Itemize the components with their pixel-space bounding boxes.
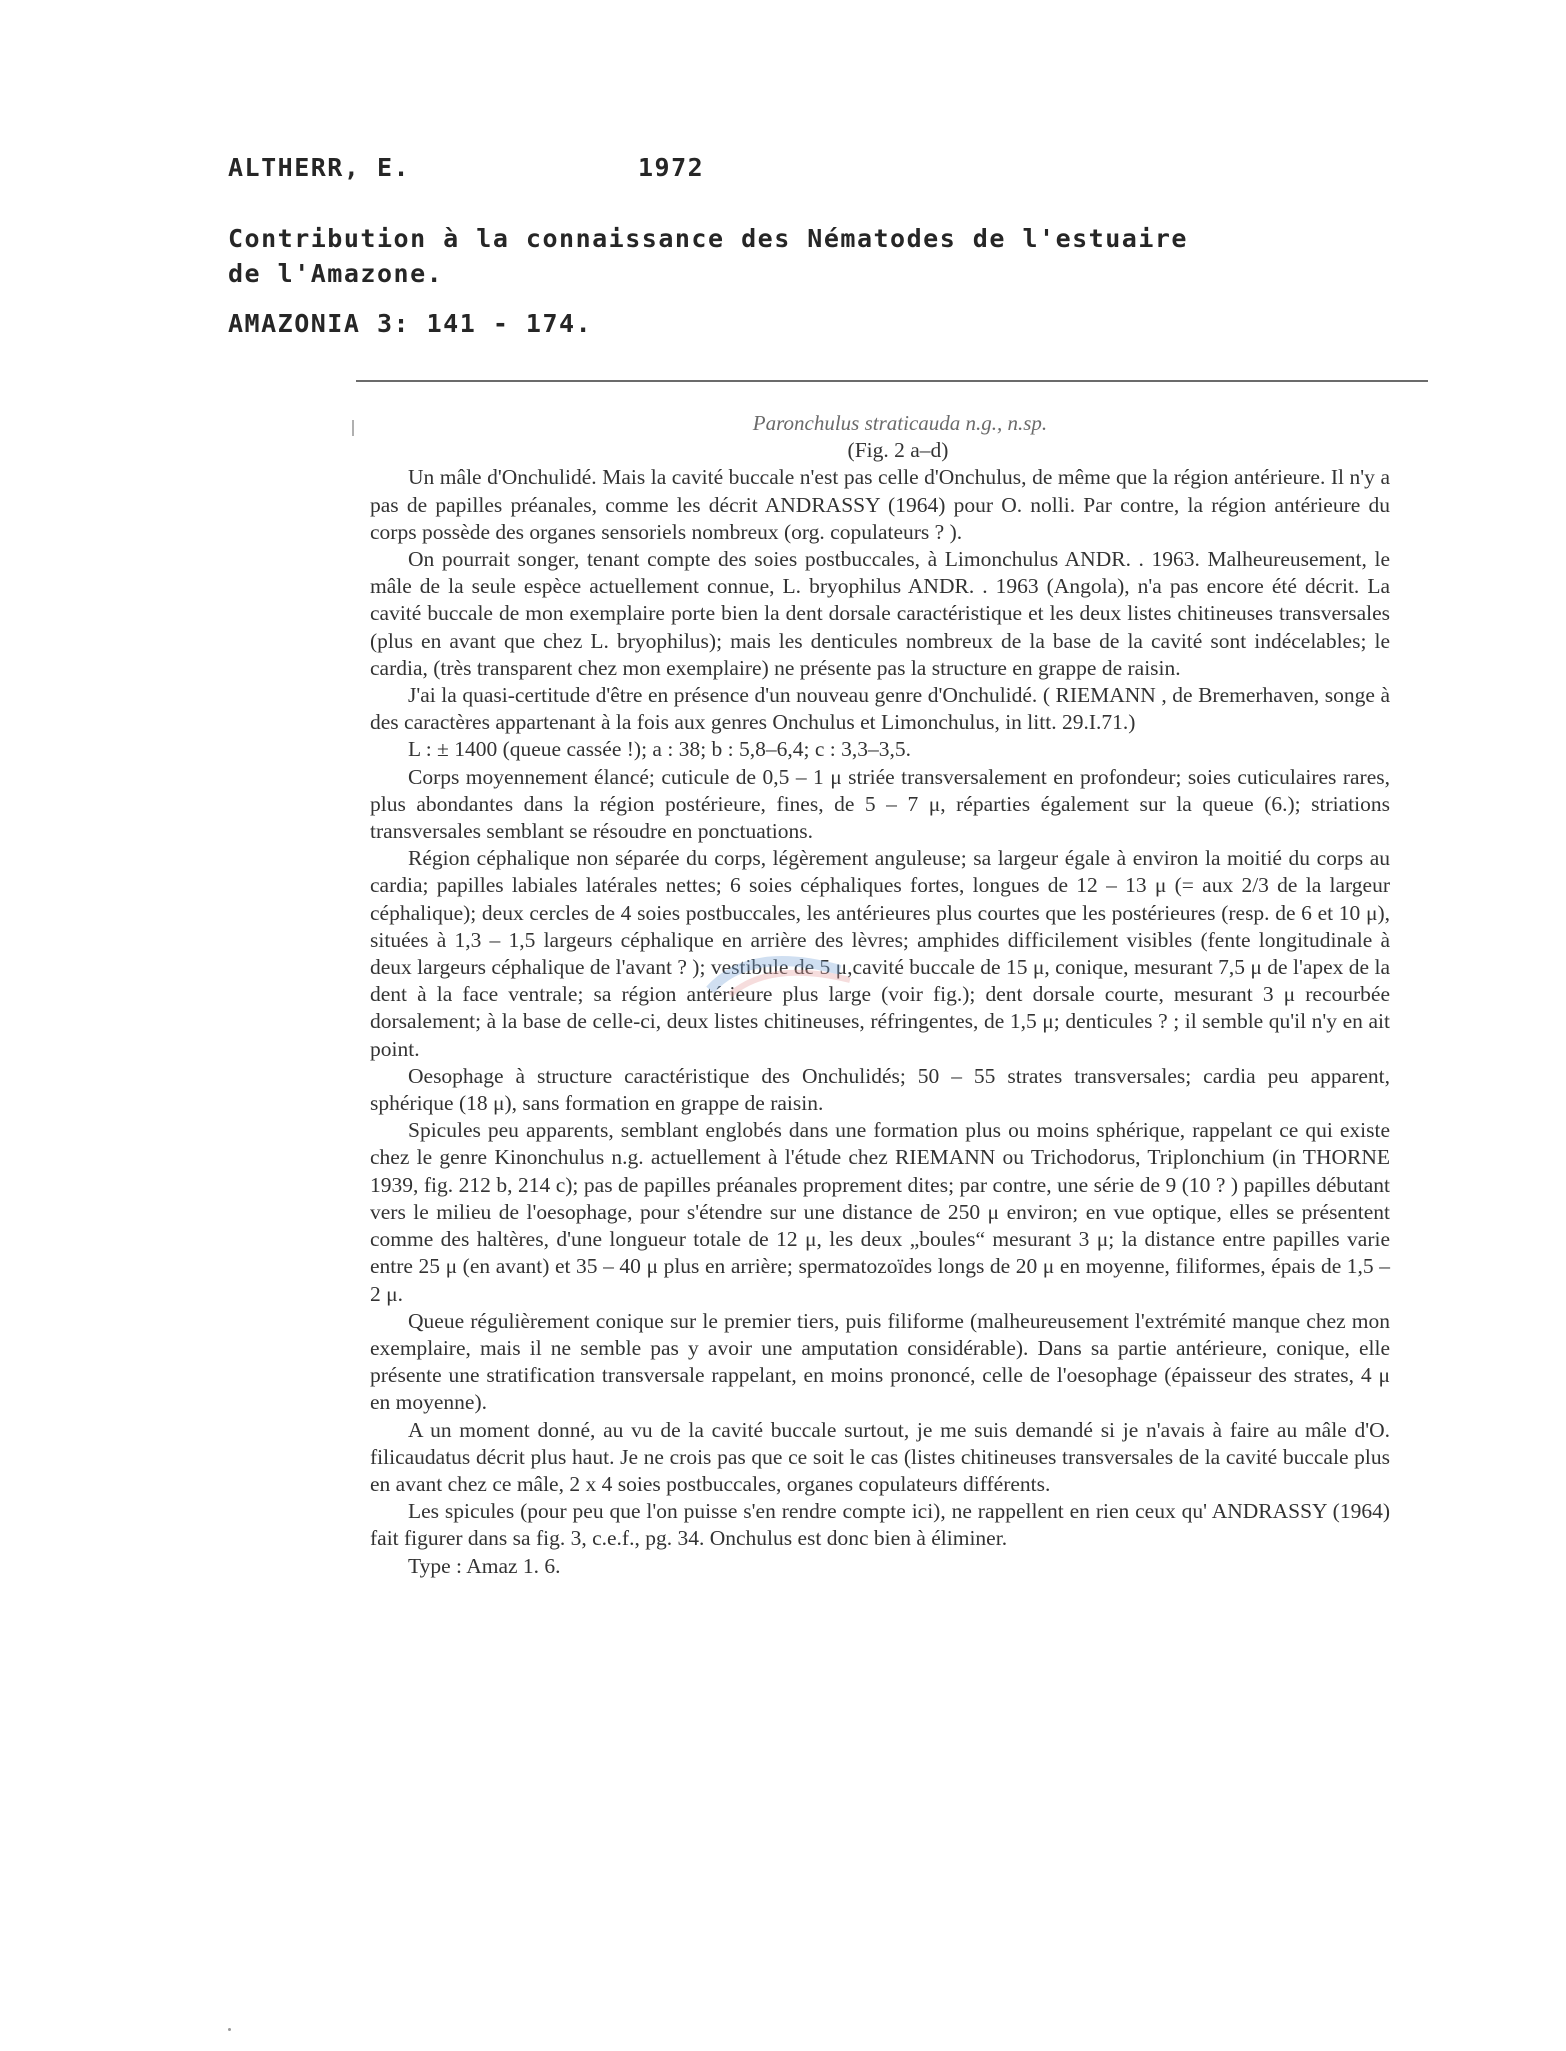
publication-year: 1972 [638,153,705,182]
title-line-2: de l'Amazone. [228,259,444,288]
paragraph: On pourrait songer, tenant compte des soies postbuccales, à Limonchulus ANDR. . 1963. Malheureusement, le mâle de la seule espèce actuellement connue, L. bryophilus ANDR. . 1963 (Angola), n'a pas encore été décrit. La cavité buccale de mon exemplaire porte bien la dent dorsale caractéristique et les deux listes chitineuses transversales (plus en avant que chez L. bryophilus); mais les denticules nombreux de la base de la cavité sont indécelables; le cardia, (très transparent chez mon exemplaire) ne présente pas la structure en grappe de raisin. [370,547,1390,680]
margin-mark [352,420,354,436]
measurements-paragraph: L : ± 1400 (queue cassée !); a : 38; b : 5,8–6,4; c : 3,3–3,5. [408,737,912,762]
horizontal-rule [356,380,1428,382]
journal-citation: AMAZONIA 3: 141 - 174. [228,309,593,338]
author: ALTHERR, E. [228,153,411,182]
paragraph: Région céphalique non séparée du corps, légèrement anguleuse; sa largeur égale à environ la moitié du corps au cardia; papilles labiales latérales nettes; 6 soies céphaliques fortes, longues de 12 – 13 μ (= aux 2/3 de la largeur céphalique); deux cercles de 4 soies postbuccales, les antérieures plus courtes que les postérieures (resp. de 6 et 10 μ), situées à 1,3 – 1,5 largeurs céphalique en arrière des lèvres; amphides difficilement visibles (fente longitudinale à deux largeurs céphalique de l'avant ? ); vestibule de 5 μ,cavité buccale de 15 μ, conique, mesurant 7,5 μ de l'apex de la dent à la face ventrale; sa région antérieure plus large (voir fig.); dent dorsale courte, mesurant 3 μ recourbée dorsalement; à la base de celle-ci, deux listes chitineuses, réfringentes, de 1,5 μ; denticules ? ; il semble qu'il n'y en ait point. [370,846,1390,1061]
title-line-1: Contribution à la connaissance des Nématodes de l'estuaire [228,224,1188,253]
paragraph: Oesophage à structure caractéristique des Onchulidés; 50 – 55 strates transversales; cardia peu apparent, sphérique (18 μ), sans formation en grappe de raisin. [370,1063,1390,1116]
paragraph: Un mâle d'Onchulidé. Mais la cavité buccale n'est pas celle d'Onchulus, de même que la région antérieure. Il n'y a pas de papilles préanales, comme les décrit ANDRASSY (1964) pour O. nolli. Par contre, la région antérieure du corps possède des organes sensoriels nombreux (org. copulateurs ? ). [370,465,1390,544]
paragraph: Queue régulièrement conique sur le premier tiers, puis filiforme (malheureusement l'extrémité manque chez mon exemplaire, mais il ne semble pas y avoir une amputation considérable). Dans sa partie antérieure, conique, elle présente une stratification transversale rappelant, en moins prononcé, celle de l'oesophage (épaisseur des strates, 4 μ en moyenne). [370,1308,1390,1415]
paragraph: Les spicules (pour peu que l'on puisse s'en rendre compte ici), ne rappellent en rien ceux qu' ANDRASSY (1964) fait figurer dans sa fig. 3, c.e.f., pg. 34. Onchulus est donc bien à éliminer. [370,1499,1390,1551]
watermark-logo [690,940,860,1000]
article-excerpt [370,410,1390,1580]
paragraph: Corps moyennement élancé; cuticule de 0,5 – 1 μ striée transversalement en profondeur; soies cuticulaires rares, plus abondantes dans la région postérieure, fines, de 5 – 7 μ, réparties également sur la queue (6.); striations transversales semblant se résoudre en ponctuations. [370,764,1390,844]
scan-speck [228,2028,231,2031]
species-heading: Paronchulus straticauda n.g., n.sp. [752,411,1048,435]
paragraph: A un moment donné, au vu de la cavité buccale surtout, je me suis demandé si je n'avais à faire au mâle d'O. filicaudatus décrit plus haut. Je ne crois pas que ce soit le cas (listes chitineuses transversales de la cavité buccale plus en avant chez ce mâle, 2 x 4 soies postbuccales, organes copulateurs différents. [370,1417,1390,1496]
figure-reference: (Fig. 2 a–d) [847,438,949,463]
type-specimen-line: Type : Amaz 1. 6. [408,1553,561,1578]
paragraph: Spicules peu apparents, semblant englobés dans une formation plus ou moins sphérique, rappelant ce qui existe chez le genre Kinonchulus n.g. actuellement à l'étude chez RIEMANN ou Trichodorus, Triplonchium (in THORNE 1939, fig. 212 b, 214 c); pas de papilles préanales proprement dites; par contre, une série de 9 (10 ? ) papilles débutant vers le milieu de l'oesophage, pour s'étendre sur une distance de 250 μ environ; en vue optique, elles se présentent comme des haltères, d'une longueur totale de 12 μ, les deux „boules“ mesurant 3 μ; la distance entre papilles varie entre 25 μ (en avant) et 35 – 40 μ plus en arrière; spermatozoïdes longs de 20 μ en moyenne, filiformes, épais de 1,5 – 2 μ. [370,1118,1390,1306]
paragraph: J'ai la quasi-certitude d'être en présence d'un nouveau genre d'Onchulidé. ( RIEMANN , de Bremerhaven, songe à des caractères appartenant à la fois aux genres Onchulus et Limonchulus, in litt. 29.I.71.) [370,683,1390,735]
